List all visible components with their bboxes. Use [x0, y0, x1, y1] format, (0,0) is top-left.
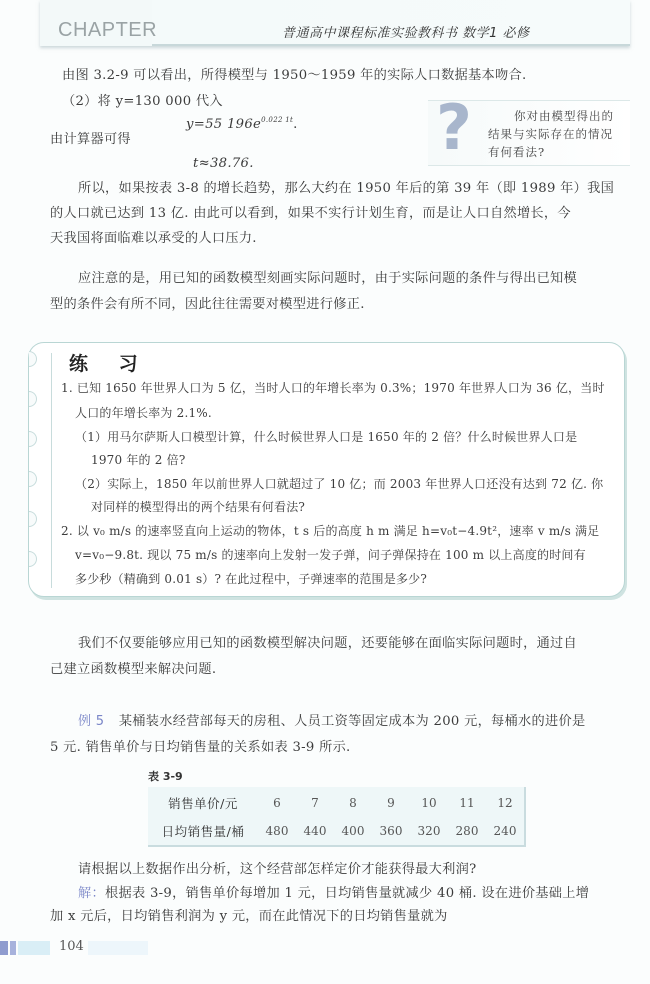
table-cell: 6: [273, 796, 281, 810]
equation-base: y=55 196e: [186, 117, 262, 132]
chapter-label: CHAPTER: [58, 19, 158, 41]
table-cell: 280: [455, 824, 479, 838]
page-number: 104: [59, 939, 84, 954]
table-cell: 8: [349, 796, 357, 810]
paragraph-conclusion-l1: 所以，如果按表 3-8 的增长趋势，那么大约在 1950 年后的第 39 年（即 1989 年）我国: [78, 181, 615, 196]
paragraph-build-model-l1: 我们不仅要能够应用已知的函数模型解决问题，还要能够在面临实际问题时，通过自: [78, 636, 578, 651]
table-cell: 240: [493, 824, 517, 838]
solution-l2: 加 x 元后，日均销售利润为 y 元，而在此情况下的日均销售量就为: [50, 909, 448, 924]
binder-ring: [21, 511, 37, 527]
table-caption: 表 3-9: [148, 770, 183, 783]
binder-ring: [21, 391, 37, 407]
think-line-3: 有何看法?: [488, 145, 546, 159]
paragraph-build-model-l2: 己建立函数模型来解决问题.: [50, 662, 217, 677]
exercise-q1a-l2: 1970 年的 2 倍?: [91, 453, 186, 467]
table-cell: 12: [497, 796, 513, 810]
exercise-box: [28, 342, 625, 597]
exercise-q2-l1: 2. 以 v₀ m/s 的速率竖直向上运动的物体，t s 后的高度 h m 满足 h=v₀t−4.9t²，速率 v m/s 满足: [61, 524, 600, 538]
think-line-1: 你对由模型得出的: [514, 109, 614, 123]
paragraph-conclusion-l3: 天我国将面临难以承受的人口压力.: [50, 231, 257, 246]
exercise-q2-l2: v=v₀−9.8t. 现以 75 m/s 的速率向上发射一发子弹，问子弹保持在 100 m 以上高度的时间有: [75, 548, 586, 562]
table-row-sales: [148, 817, 524, 845]
solution-label: 解：: [78, 886, 105, 901]
paragraph-substitute: （2）将 y=130 000 代入: [62, 94, 223, 109]
table-cell: 10: [421, 796, 437, 810]
exercise-q1b-l2: 对同样的模型得出的两个结果有何看法?: [91, 500, 306, 514]
think-line-2: 结果与实际存在的情况: [488, 127, 613, 141]
table-cell: 480: [265, 824, 289, 838]
binder-ring: [21, 431, 37, 447]
paragraph-note-l2: 型的条件会有所不同，因此往往需要对模型进行修正.: [50, 297, 365, 312]
footer-bar-dark: [0, 941, 8, 955]
table-cell: 11: [459, 796, 475, 810]
think-box: [428, 91, 630, 166]
book-title: 普通高中课程标准实验教科书 数学1 必修: [282, 26, 530, 41]
table-cell: 9: [387, 796, 395, 810]
row-header: 日均销售量/桶: [161, 824, 245, 839]
footer-bar-faint: [88, 941, 148, 955]
margin-rule: [51, 353, 52, 588]
footer-bar-mid: [10, 941, 16, 955]
price-sales-table: [148, 787, 526, 847]
table-cell: 7: [311, 796, 319, 810]
example-5-l2: 5 元. 销售单价与日均销售量的关系如表 3-9 所示.: [50, 740, 351, 755]
exercise-q1-l1: 1. 已知 1650 年世界人口为 5 亿，当时人口的年增长率为 0.3%；1970 年世界人口为 36 亿，当时: [61, 381, 605, 395]
table-cell: 360: [379, 824, 403, 838]
solution-text: 根据表 3-9，销售单价每增加 1 元，日均销售量就减少 40 桶. 设在进价基础上增: [104, 886, 590, 901]
example-text: 某桶装水经营部每天的房租、人员工资等固定成本为 200 元，每桶水的进价是: [118, 714, 586, 729]
exercise-q1b-l1: （2）实际上，1850 年以前世界人口就超过了 10 亿；而 2003 年世界人口还没有达到 72 亿. 你: [75, 477, 604, 491]
question-mark-icon: ?: [436, 91, 472, 164]
binder-ring: [21, 351, 37, 367]
paragraph-note-l1: 应注意的是，用已知的函数模型刻画实际问题时，由于实际问题的条件与得出已知模: [78, 271, 578, 286]
equation-model: [186, 106, 298, 139]
binder-ring: [21, 471, 37, 487]
think-text: [488, 107, 628, 161]
example-5-l1: [78, 708, 585, 736]
table-cell: 320: [417, 824, 441, 838]
paragraph-calculator: 由计算器可得: [50, 132, 131, 147]
footer-bar-light: [18, 941, 50, 955]
exercise-q1-l2: 人口的年增长率为 2.1%.: [75, 406, 212, 420]
exercise-q1a-l1: （1）用马尔萨斯人口模型计算，什么时候世界人口是 1650 年的 2 倍？什么时候世界人口是: [75, 430, 578, 444]
equation-result: t≈38.76.: [193, 156, 254, 171]
exercise-title: 练 习: [69, 353, 150, 375]
equation-tail: .: [293, 117, 298, 132]
solution-question: 请根据以上数据作出分析，这个经营部怎样定价才能获得最大利润?: [78, 862, 477, 877]
paragraph-conclusion-l2: 的人口就已达到 13 亿. 由此可以看到，如果不实行计划生育，而是让人口自然增长，今: [50, 206, 571, 221]
table-cell: 400: [341, 824, 365, 838]
table-cell: 440: [303, 824, 327, 838]
paragraph-model-fit: 由图 3.2-9 可以看出，所得模型与 1950～1959 年的实际人口数据基本吻合.: [62, 68, 527, 83]
row-header: 销售单价/元: [168, 796, 238, 811]
example-label: 例 5: [78, 714, 105, 729]
equation-exponent: 0.022 1t: [261, 116, 294, 124]
exercise-q2-l3: 多少秒（精确到 0.01 s）? 在此过程中，子弹速率的范围是多少?: [75, 572, 427, 586]
binder-ring: [21, 551, 37, 567]
table-row-price: [148, 789, 524, 817]
